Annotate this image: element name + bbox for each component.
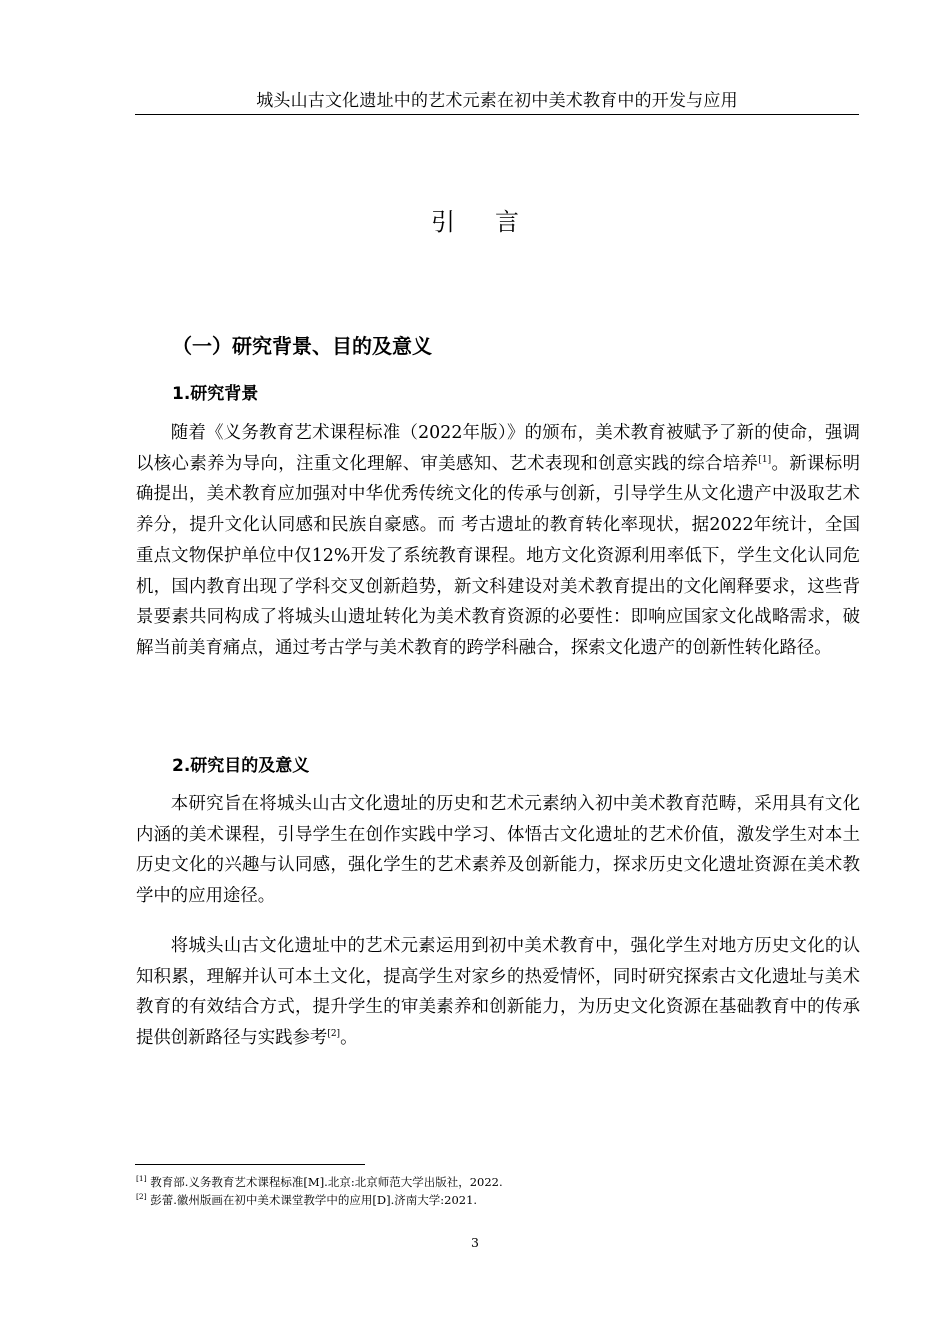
footnote-item [136,1191,860,1209]
subsection-title-background: 1.研究背景 [172,384,259,404]
footnote-rule [135,1164,365,1165]
subsection-title-purpose: 2.研究目的及意义 [172,756,310,776]
paragraph-text: 随着《义务教育艺术课程标准（2022年版）》的颁布，美术教育被赋予了新的使命，强调以核心素养为导向，注重文化理解、审美感知、艺术表现和创意实践的综合培养 [136,423,860,474]
chapter-title: 引言 [431,208,559,236]
paragraph-purpose: 本研究旨在将城头山古文化遗址的历史和艺术元素纳入初中美术教育范畴，采用具有文化内涵的美术课程，引导学生在创作实践中学习、体悟古文化遗址的艺术价值，激发学生对本土历史文化的兴趣与认同感，强化学生的艺术素养及创新能力，探求历史文化遗址资源在美术教学中的应用途径。 [136,794,860,907]
page-number: 3 [471,1235,479,1250]
header-rule [135,114,859,115]
footnote-text: 教育部.义务教育艺术课程标准[M].北京:北京师范大学出版社，2022. [146,1175,503,1189]
citation-marker[interactable]: [2] [327,1029,341,1040]
paragraph-significance [136,931,860,1054]
footnote-text: 彭蕾.徽州版画在初中美术课堂教学中的应用[D].济南大学:2021. [146,1193,478,1207]
paragraph-text: 将城头山古文化遗址中的艺术元素运用到初中美术教育中，强化学生对地方历史文化的认知积累，理解并认可本土文化，提高学生对家乡的热爱情怀，同时研究探索古文化遗址与美术教育的有效结合方式，提升学生的审美素养和创新能力，为历史文化资源在基础教育中的传承提供创新路径与实践参考 [136,936,860,1049]
footnote-mark: [1] [136,1174,147,1184]
paragraph-background [136,418,860,664]
paragraph-end: 。 [340,1028,358,1049]
footnote-mark: [2] [136,1192,147,1202]
paragraph-text: 。新课标明确提出，美术教育应加强对中华优秀传统文化的传承与创新，引导学生从文化遗产中汲取艺术养分，提升文化认同感和民族自豪感。而 考古遗址的教育转化率现状，据2022年统计，全国重点文物保护单位中仅12%开发了系统教育课程。地方文化资源利用率低下，学生文化认同危机，国内教育出现了学科交叉创新趋势，新文科建设对美术教育提出的文化阐释要求，这些背景要素共同构成了将城头山遗址转化为美术教育资源的必要性：即响应国家文化战略需求，破解当前美育痛点，通过考古学与美术教育的跨学科融合，探索文化遗产的创新性转化路径。 [136,453,860,658]
footnote-item [136,1173,860,1191]
running-header: 城头山古文化遗址中的艺术元素在初中美术教育中的开发与应用 [256,91,738,111]
citation-marker[interactable]: [1] [758,454,772,465]
section-title: （一）研究背景、目的及意义 [172,334,432,358]
footnotes [136,1173,860,1209]
